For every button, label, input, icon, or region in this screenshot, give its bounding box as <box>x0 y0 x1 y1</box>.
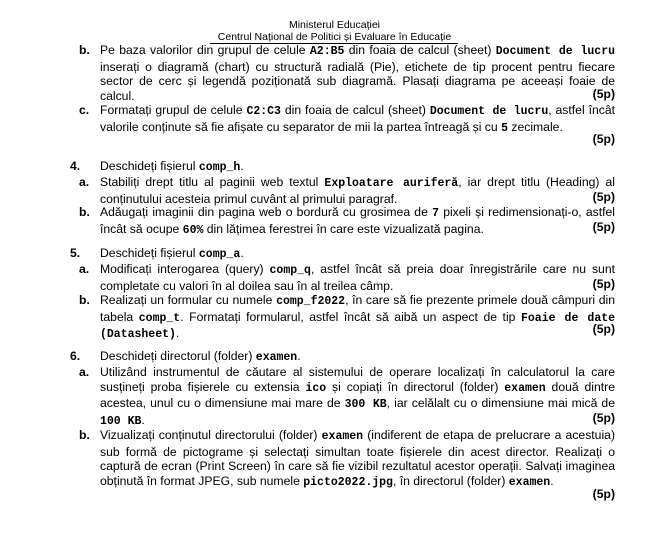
code-term: C2:C3 <box>246 105 281 118</box>
text-run: două dintre acestea, unul cu o dimensiune mai mare de <box>100 379 616 410</box>
text-run: din lățimea ferestrei în care este vizualizată pagina. <box>203 221 484 236</box>
code-term: examen <box>508 475 551 489</box>
code-term: comp_f2022 <box>276 295 346 308</box>
text-run: pixeli și redimensionați-o, astfel încât să ocupe <box>100 205 616 236</box>
code-term: comp_h <box>198 161 241 174</box>
item-text <box>100 246 615 263</box>
center-name: Centrul Național de Politici și Evaluare în Educație <box>217 31 452 43</box>
text-run: Vizualizați conținutul directorului (folder) <box>100 428 322 442</box>
item-points: (5p) <box>592 132 615 146</box>
text-run: Utilizând instrumentul de căutare al sistemului de operare localizați în calculatorul la care susțineți proba fișierele cu extensia <box>100 365 615 394</box>
item-text <box>100 428 615 490</box>
item-points: (5p) <box>592 86 615 101</box>
text-run: . <box>297 349 301 363</box>
text-run: (indiferent de etapa de prelucrare a acestuia) sub formă de pictograme și selectați simultan toate fișierele din acest director. Realizați o captură de ecran (Print Screen) în care să fie vizibil rezultatul acestor operații. Salvați imaginea obținută în format JPEG, sub numele <box>100 428 616 488</box>
item-label: a. <box>79 262 90 276</box>
code-term: 300 KB <box>344 398 387 411</box>
text-run: . <box>240 159 244 173</box>
item-label: 4. <box>70 159 81 173</box>
code-term: Exploatare auriferă <box>324 177 459 190</box>
code-term: 100 KB <box>100 414 142 428</box>
text-run: , iar celălalt cu o dimensiune mai mică de <box>386 396 615 410</box>
text-run: Realizați un formular cu numele <box>100 293 277 307</box>
text-run: zecimale. <box>507 119 563 134</box>
item-text <box>100 175 615 206</box>
code-term: 5 <box>501 121 508 135</box>
code-term: A2:B5 <box>309 45 345 58</box>
item-text <box>100 205 615 238</box>
text-run: Adăugați imaginii din pagina web o bordură cu grosimea de <box>100 205 433 219</box>
item-text <box>100 159 615 176</box>
item-label: b. <box>79 205 90 219</box>
ministry-name: Ministerul Educației <box>288 19 381 31</box>
text-run: . <box>175 326 180 340</box>
code-term: Document de lucru <box>429 105 549 118</box>
text-run: . Formatați formularul, astfel încât să aibă un aspect de tip <box>180 309 521 324</box>
code-term: Document de lucru <box>495 45 616 58</box>
item-points: (5p) <box>592 322 615 336</box>
item-text <box>100 43 615 103</box>
text-run: și copiați în directorul (folder) <box>326 379 505 394</box>
text-run: inserați o diagramă (chart) cu structură radială (Pie), etichete de tip procent pentru fiecare sector de cerc și legendă poziționată sub diagramă. Plasați diagrama pe aceeași foaie de calcul. <box>100 59 615 103</box>
text-run: Modificați interogarea (query) <box>100 262 270 276</box>
item-label: a. <box>79 365 90 379</box>
text-run: Pe baza valorilor din grupul de celule <box>100 43 310 57</box>
item-points: (5p) <box>592 487 615 501</box>
item-label: 5. <box>70 246 81 260</box>
item-label: a. <box>79 175 90 189</box>
text-run: , astfel încât valorile conținute să fie afișate cu separator de mii la partea întreagă și cu <box>100 103 615 134</box>
code-term: 60% <box>182 223 204 237</box>
item-label: c. <box>79 103 90 117</box>
code-term: Foaie de date (Datasheet) <box>100 311 616 341</box>
item-label: 6. <box>70 349 81 363</box>
code-term: comp_a <box>198 248 241 261</box>
code-term: picto2022.jpg <box>303 475 393 489</box>
text-run: Deschideți fișierul <box>100 246 199 260</box>
text-run: din foaia de calcul (sheet) <box>280 103 430 117</box>
text-run: , în care să fie prezente primele două câmpuri din tabela <box>100 293 615 324</box>
code-term: examen <box>255 351 298 364</box>
text-run: Deschideți directorul (folder) <box>100 349 256 363</box>
text-run: . <box>550 473 554 488</box>
code-term: examen <box>504 381 546 395</box>
item-label: b. <box>79 293 90 307</box>
item-text <box>100 262 615 293</box>
code-term: comp_q <box>269 264 311 277</box>
item-text <box>100 103 615 136</box>
item-text <box>100 293 615 343</box>
code-term: comp_t <box>138 311 181 325</box>
code-term: examen <box>321 430 364 443</box>
item-text <box>100 365 615 429</box>
text-run: Formatați grupul de celule <box>100 103 247 117</box>
item-label: b. <box>79 43 90 57</box>
item-points: (5p) <box>592 411 615 425</box>
text-run: Deschideți fișierul <box>100 159 199 173</box>
text-run: , astfel încât să preia doar înregistrările care nu sunt completate cu valori în al doilea sau în al treilea câmp. <box>100 262 615 293</box>
text-run: . <box>240 246 244 260</box>
item-points: (5p) <box>592 219 615 234</box>
item-label: b. <box>79 428 90 442</box>
text-run: . <box>141 412 145 427</box>
code-term: ico <box>305 381 327 395</box>
item-points: (5p) <box>592 276 615 291</box>
text-run: din foaia de calcul (sheet) <box>344 43 496 57</box>
text-run: , iar drept titlu (Heading) al conținutului acesteia primul cuvânt al primului paragraf. <box>100 175 615 206</box>
item-points: (5p) <box>592 189 615 204</box>
item-text <box>100 349 615 366</box>
code-term: 7 <box>432 207 439 220</box>
text-run: , în directorul (folder) <box>392 473 509 488</box>
text-run: Stabiliți drept titlu al paginii web textul <box>100 175 325 189</box>
